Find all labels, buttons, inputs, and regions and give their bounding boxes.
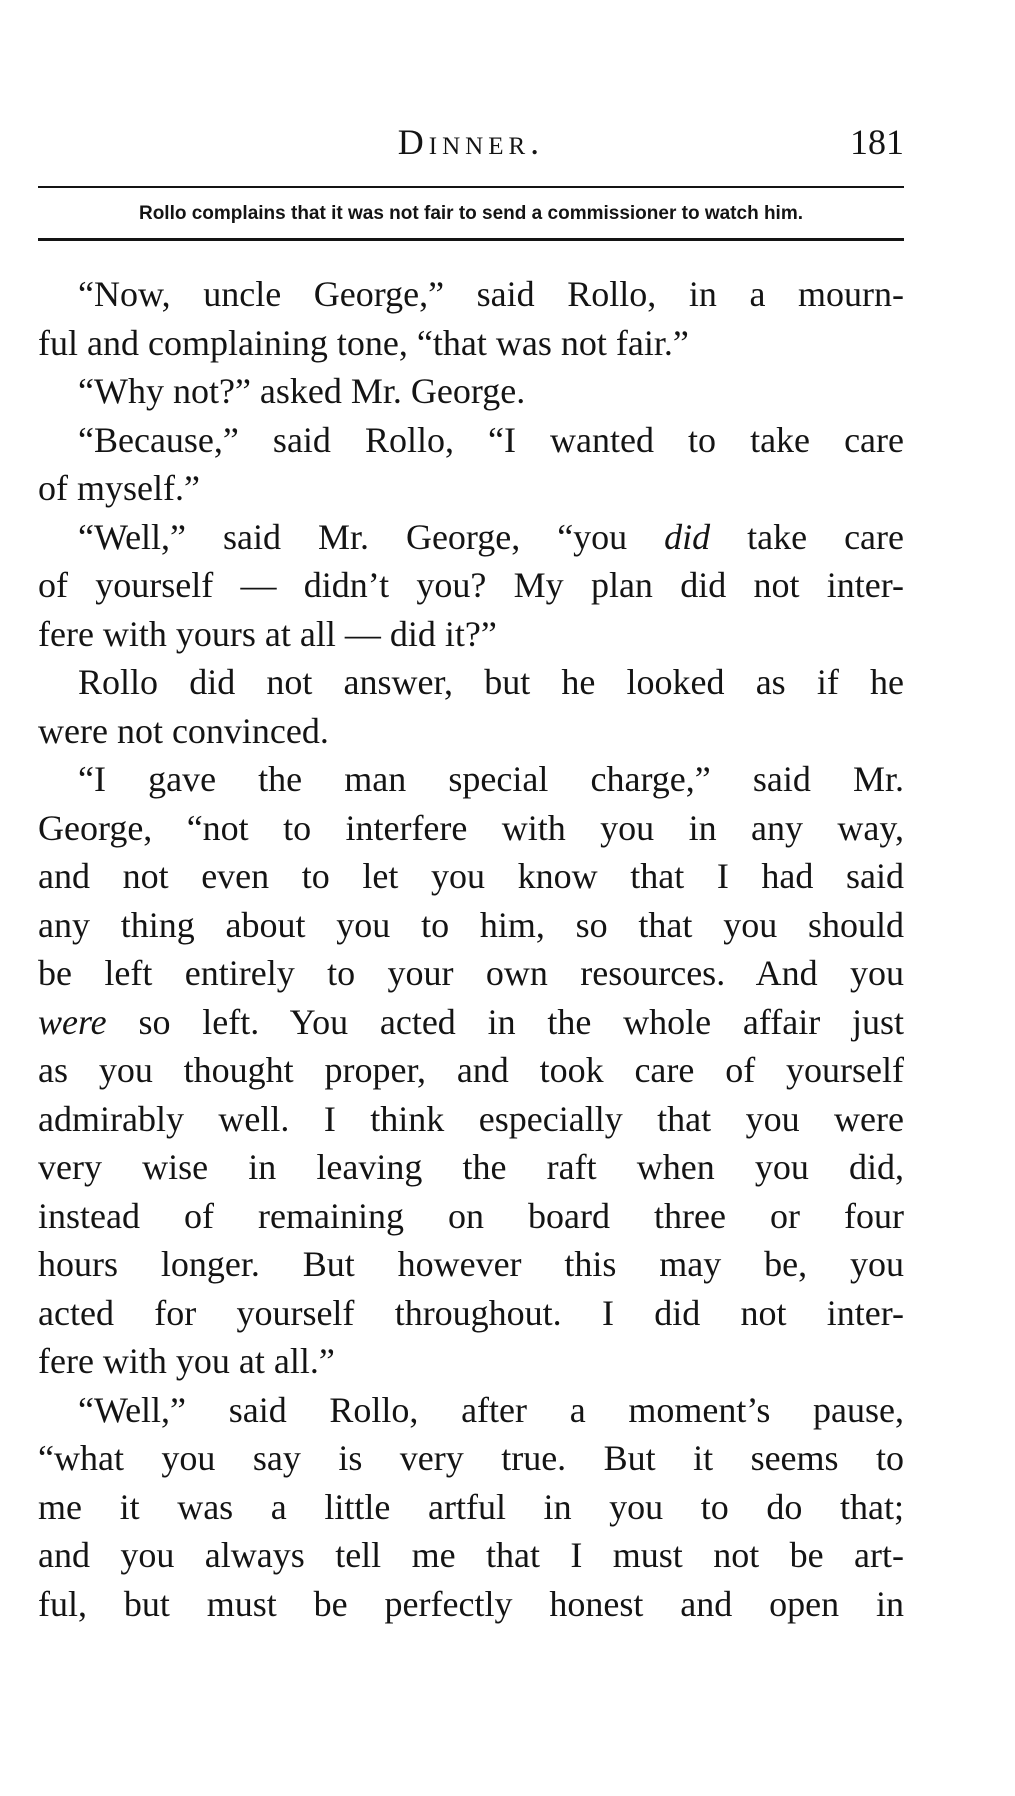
text-line: “Why not?” asked Mr. George. [78,371,526,411]
page-number: 181 [850,122,904,162]
text-line: George, “not to interfere with you in any way, [38,807,904,848]
text-line: of myself.” [38,468,200,508]
text-line: “Because,” said Rollo, “I wanted to take care [78,419,904,460]
text-segment: “Well,” said Mr. George, “you [78,516,628,557]
text-line: any thing about you to him, so that you should [38,904,904,945]
emphasis-were: were [38,1001,107,1042]
text-line: admirably well. I think especially that you were [38,1098,904,1139]
text-line: ful, but must be perfectly honest and open in [38,1583,904,1624]
text-line: fere with you at all.” [38,1341,335,1381]
text-line: “Now, uncle George,” said Rollo, in a mourn- [78,274,904,314]
text-line: and not even to let you know that I had said [38,856,904,896]
text-line: “what you say is very true. But it seems to [38,1438,904,1478]
text-line: ful and complaining tone, “that was not fair.” [38,322,689,363]
text-segment: take care [747,516,904,557]
header-rule-top [38,186,904,188]
text-line: Rollo did not answer, but he looked as if he [78,662,904,702]
text-line: and you always tell me that I must not be art- [38,1535,904,1575]
text-line [38,513,904,562]
page-summary: Rollo complains that it was not fair to send a commissioner to watch him. [138,203,804,224]
text-line: were not convinced. [38,710,329,751]
text-line: “I gave the man special charge,” said Mr. [78,759,904,799]
text-line: of yourself — didn’t you? My plan did not inter- [38,565,904,605]
text-line [38,998,904,1047]
text-line: hours longer. But however this may be, you [38,1244,904,1284]
text-line: instead of remaining on board three or four [38,1195,904,1236]
chapter-title: Dinner. [397,122,545,162]
body-text [38,270,904,1628]
text-line: me it was a little artful in you to do that; [38,1486,904,1527]
text-line: as you thought proper, and took care of yourself [38,1050,904,1090]
emphasis-did: did [664,516,711,557]
header-rule-bottom [38,238,904,241]
text-line: be left entirely to your own resources. And you [38,953,904,993]
text-line: acted for yourself throughout. I did not inter- [38,1292,904,1333]
text-line: fere with yours at all — did it?” [38,613,497,654]
text-line: “Well,” said Rollo, after a moment’s pause, [78,1389,904,1430]
running-head [38,118,904,166]
text-segment: so left. You acted in the whole affair just [138,1001,904,1042]
text-line: very wise in leaving the raft when you did, [38,1147,904,1187]
